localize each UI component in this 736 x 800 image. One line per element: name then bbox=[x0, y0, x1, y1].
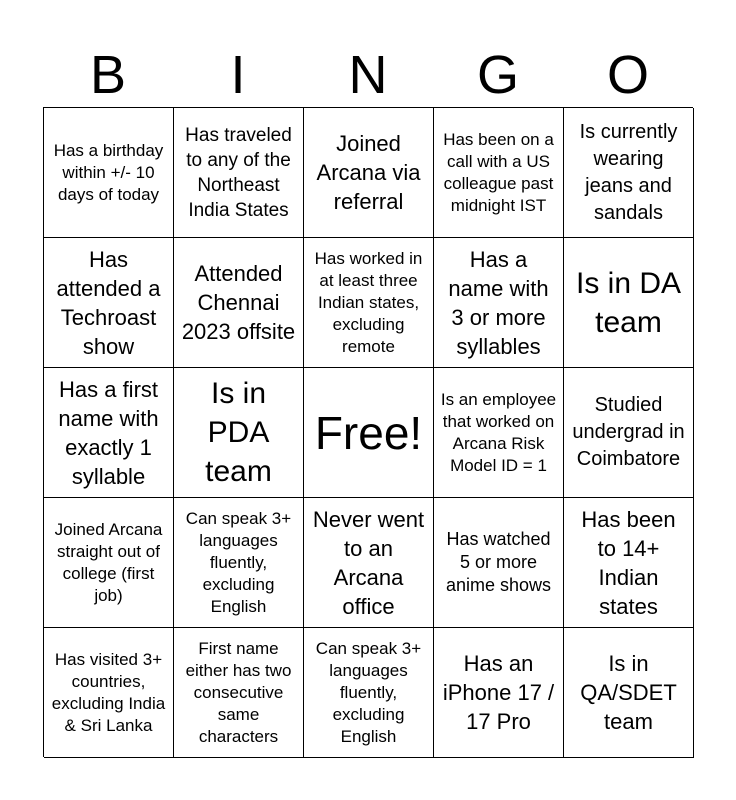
bingo-cell[interactable] bbox=[174, 368, 304, 498]
bingo-grid bbox=[43, 107, 693, 757]
cell-text: Is in PDA team bbox=[205, 377, 272, 488]
bingo-cell[interactable] bbox=[304, 628, 434, 758]
cell-text: Has a first name with exactly 1 syllable bbox=[58, 376, 159, 489]
bingo-cell[interactable] bbox=[44, 368, 174, 498]
bingo-cell[interactable] bbox=[434, 368, 564, 498]
bingo-cell[interactable] bbox=[44, 108, 174, 238]
cell-text: Joined Arcana via referral bbox=[316, 131, 421, 214]
free-space-text: Free! bbox=[314, 406, 423, 459]
bingo-cell[interactable] bbox=[564, 108, 694, 238]
cell-text: First name either has two consecutive same characters bbox=[185, 638, 292, 746]
cell-text: Has a birthday within +/- 10 days of today bbox=[53, 140, 164, 204]
bingo-cell[interactable] bbox=[174, 628, 304, 758]
header-letter-n: N bbox=[348, 45, 388, 105]
bingo-cell[interactable] bbox=[174, 238, 304, 368]
bingo-cell[interactable] bbox=[304, 498, 434, 628]
bingo-cell[interactable] bbox=[44, 238, 174, 368]
bingo-cell[interactable] bbox=[434, 108, 564, 238]
cell-text: Attended Chennai 2023 offsite bbox=[181, 261, 296, 344]
cell-text: Can speak 3+ languages fluently, excluding English bbox=[315, 638, 422, 746]
cell-text: Is in DA team bbox=[575, 266, 682, 339]
cell-text: Is currently wearing jeans and sandals bbox=[579, 120, 678, 224]
cell-text: Has attended a Techroast show bbox=[56, 246, 161, 359]
bingo-cell[interactable] bbox=[44, 498, 174, 628]
bingo-cell[interactable] bbox=[564, 238, 694, 368]
cell-text: Has visited 3+ countries, excluding India & Sri Lanka bbox=[51, 649, 166, 735]
bingo-cell[interactable] bbox=[44, 628, 174, 758]
bingo-cell[interactable] bbox=[564, 368, 694, 498]
cell-text: Has worked in at least three Indian states, excluding remote bbox=[314, 248, 423, 356]
cell-text: Has been on a call with a US colleague past midnight IST bbox=[443, 129, 554, 215]
cell-text: Has an iPhone 17 / 17 Pro bbox=[442, 651, 555, 734]
bingo-cell[interactable] bbox=[564, 498, 694, 628]
header-letter-g: G bbox=[476, 45, 519, 105]
header-letter-i: I bbox=[230, 45, 246, 105]
header-letter-b: B bbox=[89, 45, 127, 105]
cell-text: Is an employee that worked on Arcana Risk Model ID = 1 bbox=[440, 389, 557, 475]
cell-text: Studied undergrad in Coimbatore bbox=[572, 394, 685, 470]
bingo-header bbox=[43, 44, 693, 106]
free-space-cell[interactable] bbox=[304, 368, 434, 498]
cell-text: Has watched 5 or more anime shows bbox=[445, 529, 552, 595]
cell-text: Can speak 3+ languages fluently, excluding English bbox=[185, 508, 292, 616]
bingo-cell[interactable] bbox=[434, 238, 564, 368]
bingo-cell[interactable] bbox=[434, 628, 564, 758]
bingo-cell[interactable] bbox=[174, 108, 304, 238]
cell-text: Has been to 14+ Indian states bbox=[581, 506, 676, 619]
bingo-cell[interactable] bbox=[564, 628, 694, 758]
cell-text: Is in QA/SDET team bbox=[580, 651, 677, 734]
cell-text: Has a name with 3 or more syllables bbox=[448, 246, 549, 359]
bingo-cell[interactable] bbox=[304, 238, 434, 368]
bingo-cell[interactable] bbox=[174, 498, 304, 628]
bingo-cell[interactable] bbox=[434, 498, 564, 628]
bingo-cell[interactable] bbox=[304, 108, 434, 238]
header-letter-o: O bbox=[606, 45, 649, 105]
cell-text: Never went to an Arcana office bbox=[312, 506, 425, 619]
cell-text: Joined Arcana straight out of college (first job) bbox=[54, 519, 163, 605]
cell-text: Has traveled to any of the Northeast India States bbox=[185, 124, 292, 221]
